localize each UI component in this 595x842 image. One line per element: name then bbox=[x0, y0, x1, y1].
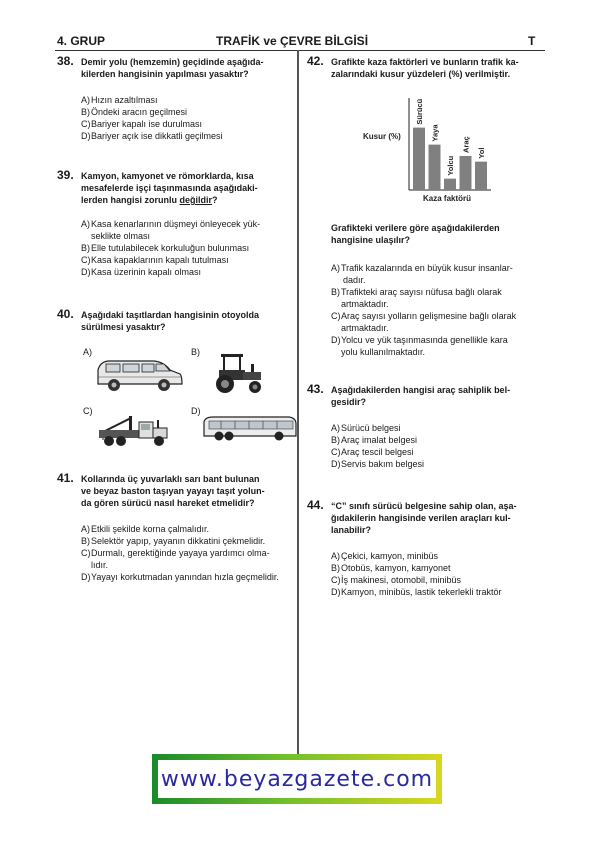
option-c[interactable]: C) Bariyer kapalı ise durulması bbox=[81, 119, 203, 129]
category-label-yol: Yol bbox=[477, 147, 486, 159]
question-number: 40. bbox=[57, 307, 74, 321]
option-c[interactable]: C) Araç tescil belgesi bbox=[331, 447, 414, 457]
bar-yaya bbox=[429, 145, 441, 190]
option-c[interactable]: C) İş makinesi, otomobil, minibüs bbox=[331, 575, 462, 585]
question-stem: Grafikte kaza faktörleri ve bunların trafik ka- zalarındaki kusur yüzdeleri (%) verilmiştir. bbox=[331, 57, 519, 79]
category-label-araç: Araç bbox=[461, 136, 471, 153]
option-b-label[interactable]: B) bbox=[191, 347, 200, 357]
option-b[interactable]: B) Araç imalat belgesi bbox=[331, 435, 418, 445]
question-number: 43. bbox=[307, 382, 324, 396]
options bbox=[331, 550, 547, 598]
option-a[interactable]: A) Hızın azaltılması bbox=[81, 95, 158, 105]
page-title: TRAFİK ve ÇEVRE BİLGİSİ bbox=[216, 34, 369, 48]
watermark-banner bbox=[152, 754, 442, 804]
option-b[interactable]: B) Elle tutulabilecek korkuluğun bulunması bbox=[81, 243, 250, 253]
option-a[interactable]: A) Sürücü belgesi bbox=[331, 423, 401, 433]
x-axis-label: Kaza faktörü bbox=[423, 194, 472, 203]
bus-icon[interactable] bbox=[201, 414, 299, 442]
question-38 bbox=[57, 56, 292, 142]
question-stem: Kollarında üç yuvarlaklı sarı bant bulunan ve beyaz baston taşıyan yayayı taşıt yolun- da gören sürücü nasıl hareket etmelidir? bbox=[81, 474, 265, 508]
question-42 bbox=[307, 56, 547, 80]
question-41 bbox=[57, 473, 297, 583]
option-d[interactable]: D) Servis bakım belgesi bbox=[331, 459, 425, 469]
options bbox=[81, 218, 292, 278]
question-44 bbox=[307, 500, 547, 598]
y-axis-label: Kusur (%) bbox=[363, 132, 401, 141]
category-label-yaya: Yaya bbox=[430, 124, 440, 142]
option-b[interactable]: B) Trafikteki araç sayısı nüfusa bağlı olarak artmaktadır. bbox=[331, 287, 502, 309]
question-40 bbox=[57, 309, 292, 333]
question-number: 39. bbox=[57, 168, 74, 182]
question-39 bbox=[57, 170, 292, 278]
category-label-yolcu: Yolcu bbox=[446, 155, 455, 176]
question-number: 44. bbox=[307, 498, 324, 512]
question-stem: Kamyon, kamyonet ve römorklarda, kısa mesafelerde işçi taşınmasında aşağıdaki- lerden hangisi zorunlu değildir? bbox=[81, 171, 258, 205]
option-b[interactable]: B) Öndeki aracın geçilmesi bbox=[81, 107, 188, 117]
option-c[interactable]: C) Durmalı, gerektiğinde yayaya yardımcı olma- lıdır. bbox=[81, 548, 270, 570]
bar-sürücü bbox=[413, 128, 425, 190]
booklet-type: T bbox=[528, 34, 536, 48]
bar-yol bbox=[475, 162, 487, 190]
question-number: 41. bbox=[57, 471, 74, 485]
minivan-icon[interactable] bbox=[94, 358, 184, 392]
option-a[interactable]: A) Trafik kazalarında en büyük kusur insanlar- dadır. bbox=[331, 263, 513, 285]
option-d[interactable]: D) Kasa üzerinin kapalı olması bbox=[81, 267, 202, 277]
watermark-text: www.beyazgazete.com bbox=[160, 766, 434, 792]
option-c[interactable]: C) Kasa kapaklarının kapalı tutulması bbox=[81, 255, 229, 265]
option-c-label[interactable]: C) bbox=[83, 406, 93, 416]
options bbox=[331, 262, 547, 358]
question-number: 42. bbox=[307, 54, 324, 68]
option-d[interactable]: D) Bariyer açık ise dikkatli geçilmesi bbox=[81, 131, 223, 141]
bar-araç bbox=[460, 156, 472, 190]
option-c[interactable]: C) Araç sayısı yolların gelişmesine bağlı olarak artmaktadır. bbox=[331, 311, 517, 333]
question-number: 38. bbox=[57, 54, 74, 68]
question-stem: Demir yolu (hemzemin) geçidinde aşağıda- kilerden hangisinin yapılması yasaktır? bbox=[81, 57, 264, 79]
question-42-prompt: Grafikteki verilere göre aşağıdakilerden hangisine ulaşılır? bbox=[331, 223, 500, 245]
option-a[interactable]: A) Etkili şekilde korna çalmalıdır. bbox=[81, 524, 210, 534]
option-d[interactable]: D) Kamyon, minibüs, lastik tekerlekli traktör bbox=[331, 587, 502, 597]
question-stem: “C” sınıfı sürücü belgesine sahip olan, aşa- ğıdakilerin hangisinde verilen araçları kul- lanabilir? bbox=[331, 501, 517, 535]
question-stem: Aşağıdakilerden hangisi araç sahiplik bel- gesidir? bbox=[331, 385, 511, 407]
bar-yolcu bbox=[444, 179, 456, 190]
fault-factor-bar-chart bbox=[355, 88, 505, 213]
option-a[interactable]: A) Çekici, kamyon, minibüs bbox=[331, 551, 439, 561]
option-d[interactable]: D) Yayayı korkutmadan yanından hızla geçmelidir. bbox=[81, 572, 279, 582]
option-a[interactable]: A) Kasa kenarlarının düşmeyi önleyecek yük- seklikte olması bbox=[81, 219, 261, 241]
tow-truck-icon[interactable] bbox=[93, 410, 173, 448]
option-a-label[interactable]: A) bbox=[83, 347, 92, 357]
question-stem: Aşağıdaki taşıtlardan hangisinin otoyolda sürülmesi yasaktır? bbox=[81, 310, 260, 332]
question-42-options bbox=[307, 262, 547, 358]
question-43 bbox=[307, 384, 547, 470]
header-rule bbox=[55, 50, 545, 51]
option-d[interactable]: D) Yolcu ve yük taşınmasında genellikle kara yolu kullanılmaktadır. bbox=[331, 335, 508, 357]
options bbox=[81, 94, 292, 142]
tractor-icon[interactable] bbox=[205, 352, 267, 394]
options bbox=[331, 422, 547, 470]
category-label-sürücü: Sürücü bbox=[415, 98, 424, 125]
option-b[interactable]: B) Selektör yapıp, yayanın dikkatini çekmelidir. bbox=[81, 536, 266, 546]
option-b[interactable]: B) Otobüs, kamyon, kamyonet bbox=[331, 563, 451, 573]
negation-emphasis: değildir bbox=[179, 195, 213, 205]
option-d-label[interactable]: D) bbox=[191, 406, 201, 416]
group-label: 4. GRUP bbox=[57, 34, 106, 48]
options bbox=[81, 523, 297, 583]
